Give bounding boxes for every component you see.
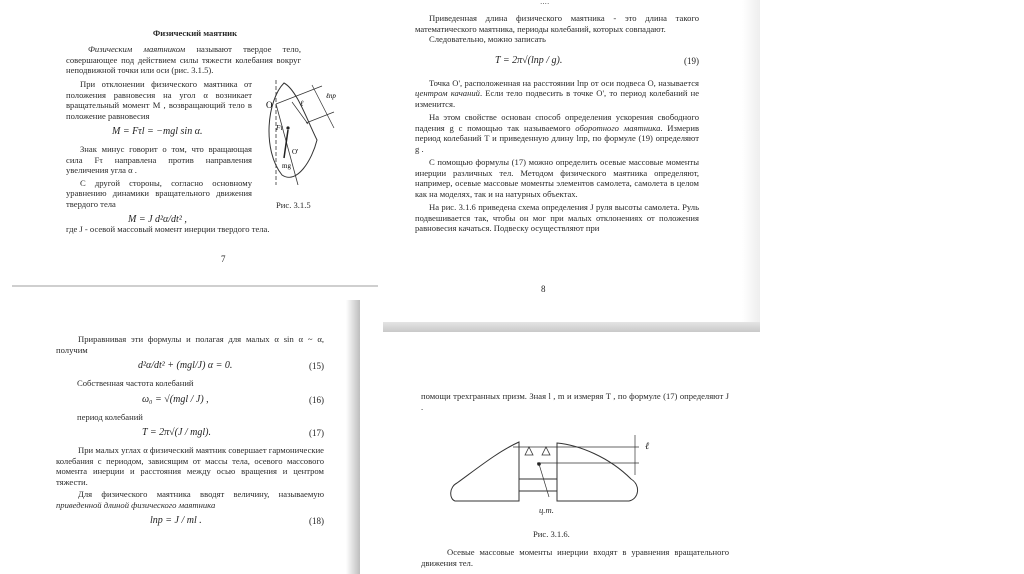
equation-row — [56, 392, 324, 409]
figure-caption: Рис. 3.1.5 — [276, 200, 311, 210]
equation-number: (18) — [309, 516, 324, 526]
equation-row — [56, 513, 324, 530]
svg-text:mg: mg — [282, 162, 291, 170]
page-7 — [12, 0, 378, 287]
term: Физическим маятником — [88, 44, 186, 54]
page-divider — [383, 322, 760, 332]
paragraph — [56, 489, 324, 510]
paragraph: На рис. 3.1.6 приведена схема определения J руля высоты самолета. Руль подвешивается так, чтобы он мог при малых отклонениях от положения равновесия качаться. Подвеску осуществляют при — [415, 202, 699, 233]
page-9 — [383, 335, 760, 574]
figure-label-l: ℓ — [645, 441, 650, 452]
paragraph: где J - осевой массовый момент инерции твердого тела. — [66, 224, 270, 234]
text-column — [56, 334, 324, 533]
term: центром качаний — [415, 88, 480, 98]
paragraph — [66, 44, 301, 76]
paragraph: С другой стороны, согласно основному уравнению динамики вращательного движения твердого тела — [66, 177, 252, 209]
text: Для физического маятника вводят величину, называемую — [78, 489, 324, 499]
page-equations — [20, 300, 360, 574]
paragraph — [415, 112, 699, 154]
paragraph: При отклонении физического маятника от положения равновесия на угол α возникает вращательный момент M , возвращающий тело в положение равновесия — [66, 79, 252, 121]
top-mark: ···· — [540, 0, 550, 8]
term: оборотного маятника — [575, 122, 661, 133]
text: . Если тело подвесить в точке O', то период колебаний не изменится. — [415, 88, 700, 109]
figure-caption: Рис. 3.1.6. — [533, 529, 570, 539]
paragraph — [415, 78, 699, 110]
paragraph: Приравнивая эти формулы и полагая для малых α sin α ~ α, получим — [56, 334, 324, 355]
paragraph: С помощью формулы (17) можно определить осевые массовые моменты инерции различных тел. Методом физического маятника определяют, например, осевые массовые моменты элементов самолета, самолета в целом как на моделях, так и на натурных объектах. — [415, 157, 699, 199]
text: . Измерив период колебаний T и приведенную длину lпр, по формуле (19) определяют g . — [415, 122, 699, 154]
svg-text:ℓ: ℓ — [300, 99, 304, 108]
svg-text:ℓпр: ℓпр — [326, 92, 336, 100]
paragraph: Собственная частота колебаний — [77, 378, 194, 388]
text: На этом свойстве основан способ определения ускорения свободного падения g с помощью так называемого — [415, 112, 699, 133]
equation: ω₀ = √(mgl / J) , — [142, 393, 209, 405]
paragraph: При малых углах α физический маятник совершает гармонические колебания с периодом, зависящим от массы тела, осевого массового момента инерции и расстояния между осью вращения и центром тяжести. — [56, 445, 324, 487]
page-edge-shadow — [346, 300, 360, 574]
term: приведенной длиной физического маятника — [56, 499, 216, 510]
svg-text:O': O' — [292, 148, 299, 156]
svg-text:Fτ: Fτ — [276, 124, 283, 132]
equation-number: (17) — [309, 428, 324, 438]
page-edge-shadow — [742, 0, 760, 322]
equation-row — [56, 358, 324, 375]
figure-label-center-of-gravity: ц.т. — [539, 505, 554, 515]
equation: d²α/dt² + (mgl/J) α = 0. — [138, 360, 233, 371]
equation: T = 2π√(lпр / g). — [495, 54, 563, 66]
text: называют твердое тело, совершающее под действием силы тяжести колебания вокруг неподвижной точки или оси (рис. 3.1.5). — [66, 44, 301, 75]
equation-row — [415, 53, 699, 70]
equation: M = J d²α/dt² , — [128, 214, 187, 225]
page-8 — [383, 0, 760, 322]
paragraph: помощи трехгранных призм. Зная l , m и измеряя T , по формуле (17) определяют J . — [421, 391, 729, 412]
paragraph: период колебаний — [77, 411, 143, 422]
rudder-figure — [449, 435, 669, 515]
equation: lпр = J / ml . — [150, 515, 202, 526]
page-number: 7 — [221, 254, 226, 264]
page-number: 8 — [541, 284, 546, 294]
left-column — [66, 79, 252, 232]
equation: T = 2π√(J / mgl). — [142, 427, 212, 438]
paragraph: Знак минус говорит о том, что вращающая сила Fτ направлена против направления увеличения угла α . — [66, 144, 252, 175]
paragraph: Следовательно, можно записать — [429, 34, 546, 44]
paragraph: Приведенная длина физического маятника - это длина такого математического маятника, периоды колебаний, которых совпадают. — [415, 13, 699, 34]
equation-row — [66, 124, 252, 141]
page-title: Физический маятник — [152, 28, 238, 38]
equation: M = Fτl = −mgl sin α. — [112, 126, 203, 137]
equation-number: (15) — [309, 361, 324, 371]
pendulum-figure — [262, 80, 342, 185]
equation-number: (16) — [309, 394, 324, 405]
equation-number: (19) — [684, 55, 699, 66]
equation-row — [56, 425, 324, 442]
svg-text:O: O — [266, 100, 273, 110]
text-column — [415, 13, 699, 234]
text: Точка O', расположенная на расстоянии lпр от оси подвеса O, называется — [429, 77, 699, 88]
paragraph: Осевые массовые моменты инерции входят в уравнения вращательного движения тел. — [421, 547, 729, 568]
